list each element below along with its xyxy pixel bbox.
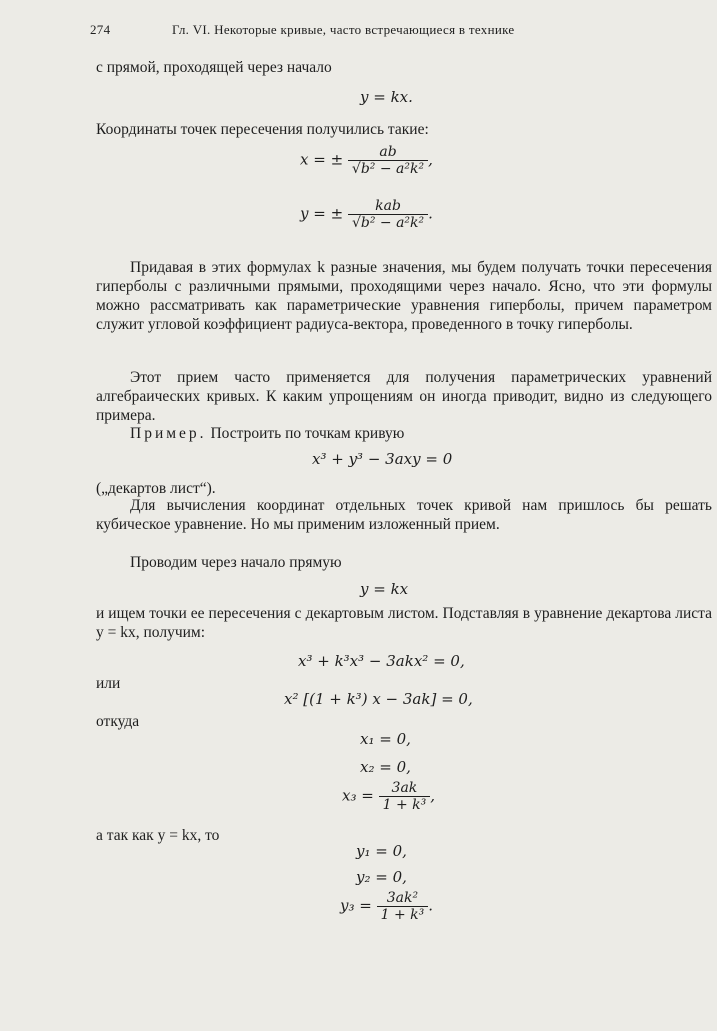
paragraph-4 bbox=[96, 496, 712, 534]
paragraph-6 bbox=[96, 604, 712, 642]
equation-y-parametric bbox=[300, 198, 433, 231]
eq-end: , bbox=[428, 150, 433, 169]
text-line-3: („декартов лист“). bbox=[96, 480, 216, 497]
eq-end: . bbox=[428, 204, 433, 223]
denominator: √b² − a²k² bbox=[348, 214, 428, 231]
paragraph-text: Построить по точкам кривую bbox=[210, 425, 405, 442]
equation-y2: y₂ = 0, bbox=[356, 868, 407, 886]
equation-x1: x₁ = 0, bbox=[360, 730, 411, 748]
page-number: 274 bbox=[90, 22, 111, 37]
eq-lhs: y₃ = bbox=[340, 896, 372, 915]
word-otkuda: откуда bbox=[96, 713, 140, 730]
numerator: ab bbox=[379, 144, 397, 160]
text-line-1: с прямой, проходящей через начало bbox=[96, 59, 332, 76]
equation-line-2: y = kx bbox=[360, 580, 409, 598]
fraction bbox=[377, 890, 429, 923]
numerator: 3ak bbox=[391, 780, 418, 796]
paragraph-text: Для вычисления координат отдельных точек кривой нам пришлось бы решать кубическое уравнение. Но мы применим изложенный прием. bbox=[96, 497, 712, 533]
numerator: kab bbox=[375, 198, 401, 214]
paragraph-text: Придавая в этих формулах k разные значения, мы будем получать точки пересечения гиперболы с различными прямыми, проходящими через начало. Ясно, что эти формулы можно рассматривать как параметрические уравнения гиперболы, причем параметром служит угловой коэффициент радиуса-вектора, проведенного в точку гиперболы. bbox=[96, 259, 712, 333]
text-line-2: Координаты точек пересечения получились такие: bbox=[96, 121, 429, 138]
fraction bbox=[379, 780, 431, 813]
eq-lhs: x = ± bbox=[300, 150, 344, 169]
chapter-title: Гл. VI. Некоторые кривые, часто встречающиеся в технике bbox=[172, 22, 515, 37]
numerator: 3ak² bbox=[386, 890, 419, 906]
equation-x3 bbox=[342, 780, 435, 813]
eq-end: , bbox=[430, 786, 436, 805]
denominator: 1 + k³ bbox=[379, 796, 431, 813]
paragraph-example bbox=[96, 424, 712, 443]
paragraph-2 bbox=[96, 368, 712, 425]
example-label: Пример. bbox=[130, 425, 207, 442]
equation-folium: x³ + y³ − 3axy = 0 bbox=[312, 450, 453, 468]
equation-y1: y₁ = 0, bbox=[356, 842, 407, 860]
paragraph-text: Проводим через начало прямую bbox=[130, 554, 342, 571]
eq-lhs: y = ± bbox=[300, 204, 344, 223]
paragraph-1 bbox=[96, 258, 712, 334]
equation-x-parametric bbox=[300, 144, 433, 177]
denominator: 1 + k³ bbox=[377, 906, 429, 923]
denominator: √b² − a²k² bbox=[348, 160, 428, 177]
fraction bbox=[348, 144, 428, 177]
equation-x2: x₂ = 0, bbox=[360, 758, 411, 776]
paragraph-text: и ищем точки ее пересечения с декартовым листом. Подставляя в уравнение декартова листа y = kx, получим: bbox=[96, 605, 712, 641]
paragraph-text: Этот прием часто применяется для получения параметрических уравнений алгебраических кривых. К каким упрощениям он иногда приводит, видно из следующего примера. bbox=[96, 369, 712, 424]
eq-end: . bbox=[428, 896, 434, 915]
word-ili: или bbox=[96, 675, 121, 692]
text-a-tak-kak: а так как y = kx, то bbox=[96, 827, 220, 844]
equation-factored: x² [(1 + k³) x − 3ak] = 0, bbox=[284, 690, 473, 708]
fraction bbox=[348, 198, 428, 231]
eq-lhs: x₃ = bbox=[342, 786, 374, 805]
equation-line: y = kx. bbox=[360, 88, 413, 106]
equation-substituted: x³ + k³x³ − 3akx² = 0, bbox=[298, 652, 465, 670]
equation-y3 bbox=[340, 890, 433, 923]
paragraph-5 bbox=[96, 553, 712, 572]
